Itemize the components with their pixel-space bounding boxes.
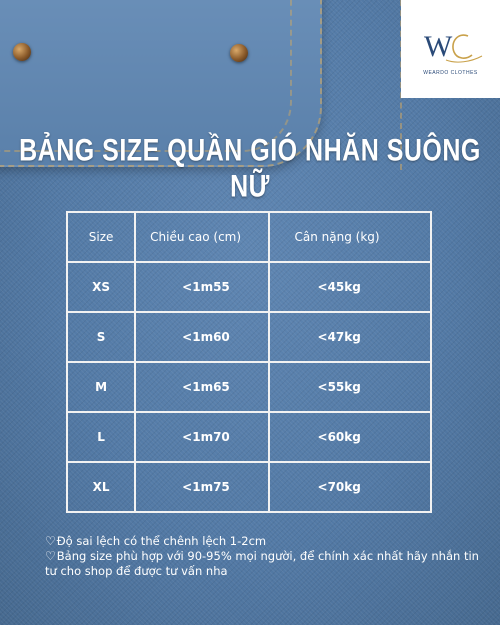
table-row [67,462,431,512]
size-notes [45,534,485,579]
table-row [67,362,431,412]
header-size: Size [67,212,135,262]
page-title: BẢNG SIZE QUẦN GIÓ NHĂN SUÔNG NỮ [19,132,481,204]
height-cell: <1m55 [135,262,268,312]
note-text-1: Độ sai lệch có thể chênh lệch 1-2cm [56,534,267,548]
note-text-2: Bảng size phù hợp với 90-95% mọi người, để chính xác nhất hãy nhắn tin tư cho shop để được tư vấn nha [45,549,479,578]
height-cell: <1m65 [135,362,268,412]
note-line-2 [45,549,485,579]
rivet-icon [13,43,31,61]
size-cell: L [67,412,135,462]
brand-name: WEARDO CLOTHES [423,70,478,76]
table-header-row [67,212,431,262]
brand-logo [401,0,500,98]
height-cell: <1m60 [135,312,268,362]
weight-cell: <70kg [269,462,431,512]
height-cell: <1m70 [135,412,268,462]
size-table [66,211,432,513]
weight-cell: <60kg [269,412,431,462]
size-cell: S [67,312,135,362]
header-weight: Cân nặng (kg) [269,212,431,262]
wc-monogram-icon [416,22,486,68]
table-row [67,412,431,462]
table-row [67,262,431,312]
heart-outline-icon: ♡ [45,534,56,548]
weight-cell: <47kg [269,312,431,362]
heart-outline-icon: ♡ [45,549,56,563]
size-cell: XL [67,462,135,512]
table-row [67,312,431,362]
svg-text:W: W [423,30,452,63]
header-height: Chiều cao (cm) [135,212,268,262]
rivet-icon [230,44,248,62]
note-line-1 [45,534,485,549]
size-cell: M [67,362,135,412]
size-cell: XS [67,262,135,312]
weight-cell: <45kg [269,262,431,312]
pocket-stitching [0,0,292,152]
weight-cell: <55kg [269,362,431,412]
height-cell: <1m75 [135,462,268,512]
